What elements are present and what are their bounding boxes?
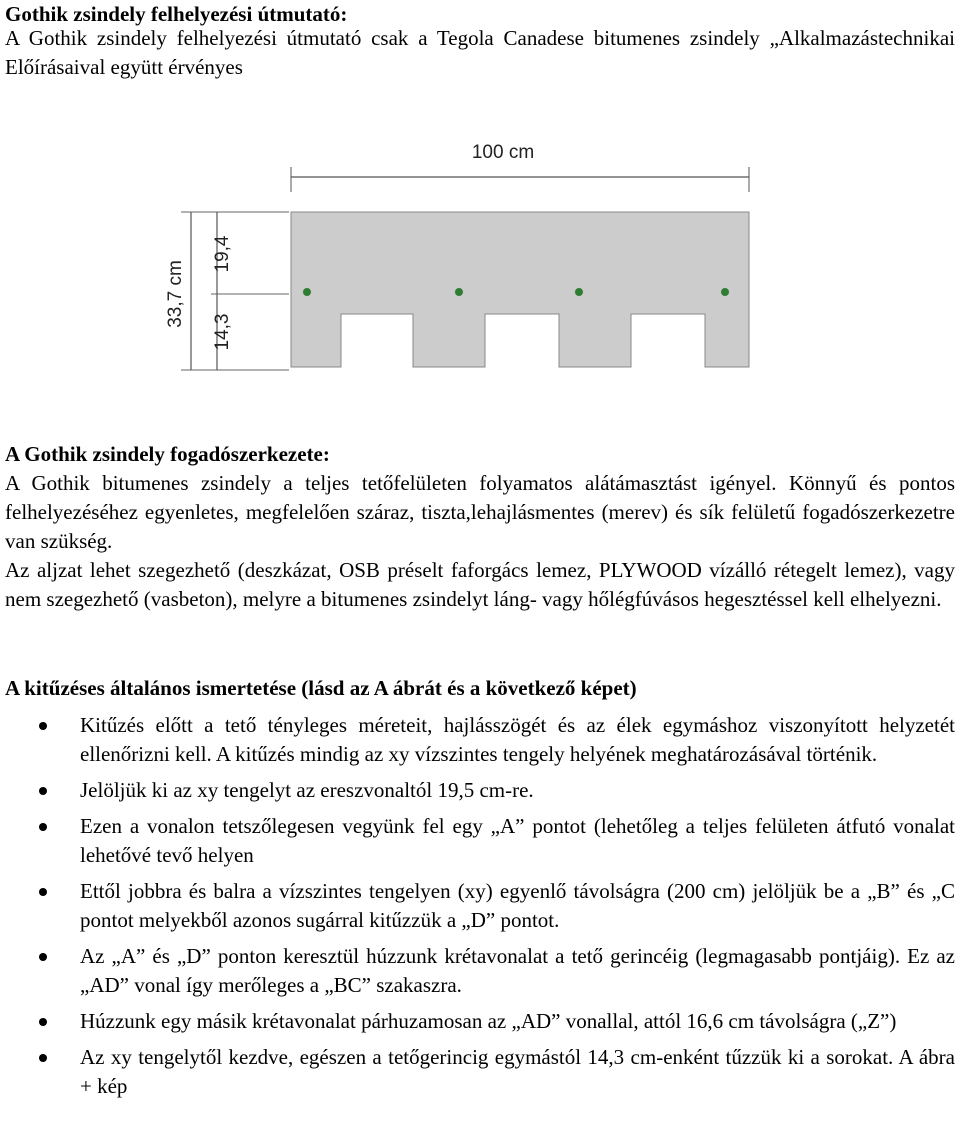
substrate-title: A Gothik zsindely fogadószerkezete:	[5, 442, 330, 466]
bullet-icon	[39, 1054, 47, 1062]
nail-point	[721, 288, 729, 296]
shingle-diagram-svg	[155, 122, 755, 392]
shingle-diagram	[155, 122, 755, 392]
marking-steps-list	[5, 711, 955, 1101]
gothik-shingle-shape	[291, 212, 749, 367]
marking-section	[5, 674, 955, 1101]
nail-point	[303, 288, 311, 296]
bullet-icon	[39, 823, 47, 831]
bullet-icon	[39, 787, 47, 795]
list-item: Kitűzés előtt a tető tényleges méreteit, hajlásszögét és az élek egymáshoz viszonyított helyzetét ellenőrizni kell. A kitűzés mindig az xy vízszintes tengely helyének meghatározásával történik.	[5, 711, 955, 769]
list-item: Ettől jobbra és balra a vízszintes tengelyen (xy) egyenlő távolságra (200 cm) jelöljük be a „B” és „C pontot melyekből azonos sugárral kitűzzük a „D” pontot.	[5, 877, 955, 935]
bullet-icon	[39, 1018, 47, 1026]
substrate-paragraph-1: A Gothik bitumenes zsindely a teljes tetőfelületen folyamatos alátámasztást igényel. Könnyű és pontos felhelyezéséhez egyenletes, megfelelően száraz, tiszta,lehajlásmentes (merev) és sík felületű fogadószerkezetre van szükség.	[5, 471, 955, 553]
bullet-icon	[39, 722, 47, 730]
list-item: Jelöljük ki az xy tengelyt az ereszvonaltól 19,5 cm-re.	[5, 776, 955, 805]
list-item: Az „A” és „D” ponton keresztül húzzunk krétavonalat a tető gerincéig (legmagasabb pontjáig). Ez az „AD” vonal így merőleges a „BC” szakaszra.	[5, 942, 955, 1000]
nail-point	[455, 288, 463, 296]
list-item: Ezen a vonalon tetszőlegesen vegyünk fel egy „A” pontot (lehetőleg a teljes felületen átfutó vonalat lehetővé tevő helyen	[5, 812, 955, 870]
substrate-section	[5, 440, 955, 614]
lower-height-label: 14,3	[212, 313, 233, 351]
intro-paragraph: A Gothik zsindely felhelyezési útmutató csak a Tegola Canadese bitumenes zsindely „Alkalmazástechnikai Előírásaival együtt érvényes	[5, 26, 955, 79]
document-title: Gothik zsindely felhelyezési útmutató:	[5, 2, 348, 26]
total-height-label: 33,7 cm	[165, 260, 186, 328]
width-dimension-label: 100 cm	[471, 142, 535, 163]
substrate-paragraph-2: Az aljzat lehet szegezhető (deszkázat, OSB préselt faforgács lemez, PLYWOOD vízálló rétegelt lemez), vagy nem szegezhető (vasbeton), melyre a bitumenes zsindelyt láng- vagy hőlégfúvásos hegesztéssel kell elhelyezni.	[5, 558, 955, 611]
bullet-icon	[39, 953, 47, 961]
nail-point	[575, 288, 583, 296]
list-item: Az xy tengelytől kezdve, egészen a tetőgerincig egymástól 14,3 cm-enként tűzzük ki a sorokat. A ábra + kép	[5, 1043, 955, 1101]
list-item: Húzzunk egy másik krétavonalat párhuzamosan az „AD” vonallal, attól 16,6 cm távolságra („Z”)	[5, 1007, 955, 1036]
bullet-icon	[39, 888, 47, 896]
upper-height-label: 19,4	[212, 235, 233, 273]
marking-title: A kitűzéses általános ismertetése (lásd az A ábrát és a következő képet)	[5, 676, 637, 700]
